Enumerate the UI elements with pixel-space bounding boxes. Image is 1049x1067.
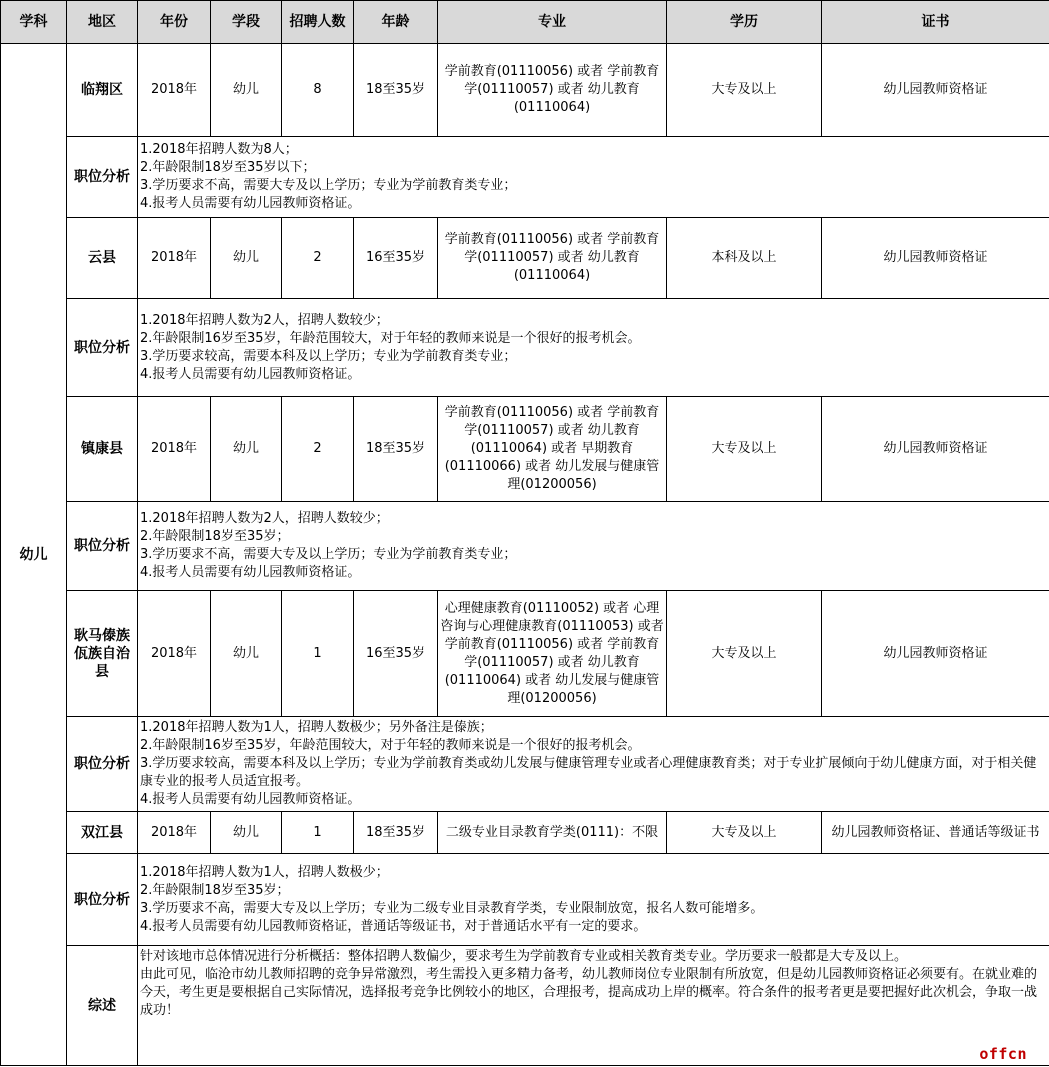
table-row [1, 591, 1049, 717]
major-cell: 学前教育(01110056) 或者 学前教育学(01110057) 或者 幼儿教育(01110064) 或者 早期教育(01110066) 或者 幼儿发展与健康管理(01200056) [438, 397, 667, 502]
analysis-line: 3.学历要求较高，需要本科及以上学历；专业为学前教育类或幼儿发展与健康管理专业或者心理健康教育类；对于专业扩展倾向于幼儿健康方面，对于相关健康专业的报考人员适宜报考。 [140, 756, 1037, 789]
certificate-cell: 幼儿园教师资格证 [822, 591, 1049, 717]
major-cell: 学前教育(01110056) 或者 学前教育学(01110057) 或者 幼儿教育(01110064) [438, 218, 667, 299]
age-cell: 18至35岁 [354, 812, 438, 854]
analysis-line: 2.年龄限制18岁至35岁； [140, 529, 290, 544]
analysis-row [1, 137, 1049, 218]
analysis-line: 3.学历要求不高，需要大专及以上学历；专业为学前教育类专业； [140, 178, 517, 193]
watermark: offcn [979, 1045, 1027, 1063]
header-row [1, 1, 1049, 44]
year-cell: 2018年 [138, 218, 211, 299]
region-cell: 云县 [67, 218, 138, 299]
analysis-label: 职位分析 [67, 502, 138, 591]
header-age: 年龄 [354, 1, 438, 44]
table-row [1, 812, 1049, 854]
analysis-line: 4.报考人员需要有幼儿园教师资格证，普通话等级证书，对于普通话水平有一定的要求。 [140, 918, 647, 934]
header-count: 招聘人数 [282, 1, 354, 44]
analysis-row [1, 299, 1049, 397]
year-cell: 2018年 [138, 397, 211, 502]
year-cell: 2018年 [138, 591, 211, 717]
header-certificate: 证书 [822, 1, 1049, 44]
summary-text [138, 946, 1049, 1066]
analysis-line: 2.年龄限制18岁至35岁； [140, 882, 290, 898]
count-cell: 1 [282, 591, 354, 717]
analysis-line: 2.年龄限制18岁至35岁以下； [140, 160, 316, 175]
header-region: 地区 [67, 1, 138, 44]
year-cell: 2018年 [138, 44, 211, 137]
header-year: 年份 [138, 1, 211, 44]
region-cell: 耿马傣族佤族自治县 [67, 591, 138, 717]
analysis-label: 职位分析 [67, 299, 138, 397]
analysis-line: 1.2018年招聘人数为1人，招聘人数极少； [140, 864, 389, 880]
analysis-label: 职位分析 [67, 854, 138, 946]
level-cell: 幼儿 [211, 218, 282, 299]
analysis-line: 1.2018年招聘人数为1人，招聘人数极少；另外备注是傣族； [140, 720, 493, 735]
analysis-text [138, 717, 1049, 812]
header-level: 学段 [211, 1, 282, 44]
analysis-line: 4.报考人员需要有幼儿园教师资格证。 [140, 196, 361, 211]
region-cell: 双江县 [67, 812, 138, 854]
analysis-label: 职位分析 [67, 137, 138, 218]
analysis-row [1, 717, 1049, 812]
summary-row [1, 946, 1049, 1066]
analysis-text [138, 502, 1049, 591]
analysis-line: 1.2018年招聘人数为2人，招聘人数较少； [140, 511, 389, 526]
analysis-line: 3.学历要求不高，需要大专及以上学历；专业为二级专业目录教育学类，专业限制放宽，报名人数可能增多。 [140, 900, 764, 916]
count-cell: 2 [282, 397, 354, 502]
analysis-line: 2.年龄限制16岁至35岁，年龄范围较大，对于年轻的教师来说是一个很好的报考机会。 [140, 330, 641, 346]
age-cell: 18至35岁 [354, 44, 438, 137]
education-cell: 大专及以上 [667, 591, 822, 717]
certificate-cell: 幼儿园教师资格证 [822, 397, 1049, 502]
major-cell: 学前教育(01110056) 或者 学前教育学(01110057) 或者 幼儿教育(01110064) [438, 44, 667, 137]
certificate-cell: 幼儿园教师资格证、普通话等级证书 [822, 812, 1049, 854]
region-cell: 临翔区 [67, 44, 138, 137]
certificate-cell: 幼儿园教师资格证 [822, 218, 1049, 299]
age-cell: 16至35岁 [354, 218, 438, 299]
summary-label: 综述 [67, 946, 138, 1066]
analysis-row [1, 502, 1049, 591]
summary-line: 针对该地市总体情况进行分析概括：整体招聘人数偏少，要求考生为学前教育专业或相关教育类专业。学历要求一般都是大专及以上。 [140, 949, 908, 964]
education-cell: 大专及以上 [667, 44, 822, 137]
header-education: 学历 [667, 1, 822, 44]
table-row [1, 397, 1049, 502]
count-cell: 8 [282, 44, 354, 137]
count-cell: 2 [282, 218, 354, 299]
analysis-text [138, 137, 1049, 218]
analysis-label: 职位分析 [67, 717, 138, 812]
header-subject: 学科 [1, 1, 67, 44]
subject-cell: 幼儿 [1, 44, 67, 1066]
summary-line: 由此可见，临沧市幼儿教师招聘的竞争异常激烈，考生需投入更多精力备考，幼儿教师岗位专业限制有所放宽，但是幼儿园教师资格证必须要有。在就业难的今天，考生更是要根据自己实际情况，选择报考竞争比例较小的地区，合理报考，提高成功上岸的概率。符合条件的报考者更是要把握好此次机会，争取一战成功！ [140, 967, 1038, 1018]
analysis-text [138, 299, 1049, 397]
analysis-row [1, 854, 1049, 946]
analysis-line: 3.学历要求不高，需要大专及以上学历；专业为学前教育类专业； [140, 547, 517, 562]
level-cell: 幼儿 [211, 44, 282, 137]
major-cell: 二级专业目录教育学类(0111)：不限 [438, 812, 667, 854]
level-cell: 幼儿 [211, 591, 282, 717]
analysis-line: 4.报考人员需要有幼儿园教师资格证。 [140, 792, 361, 807]
education-cell: 大专及以上 [667, 397, 822, 502]
analysis-line: 1.2018年招聘人数为2人，招聘人数较少； [140, 312, 389, 328]
table-row [1, 44, 1049, 137]
age-cell: 16至35岁 [354, 591, 438, 717]
analysis-text [138, 854, 1049, 946]
analysis-line: 4.报考人员需要有幼儿园教师资格证。 [140, 366, 361, 382]
analysis-line: 2.年龄限制16岁至35岁，年龄范围较大，对于年轻的教师来说是一个很好的报考机会。 [140, 738, 641, 753]
table-row [1, 218, 1049, 299]
year-cell: 2018年 [138, 812, 211, 854]
region-cell: 镇康县 [67, 397, 138, 502]
education-cell: 大专及以上 [667, 812, 822, 854]
analysis-line: 1.2018年招聘人数为8人； [140, 142, 298, 157]
certificate-cell: 幼儿园教师资格证 [822, 44, 1049, 137]
header-major: 专业 [438, 1, 667, 44]
analysis-line: 3.学历要求较高，需要本科及以上学历；专业为学前教育类专业； [140, 348, 517, 364]
level-cell: 幼儿 [211, 397, 282, 502]
education-cell: 本科及以上 [667, 218, 822, 299]
count-cell: 1 [282, 812, 354, 854]
age-cell: 18至35岁 [354, 397, 438, 502]
level-cell: 幼儿 [211, 812, 282, 854]
analysis-line: 4.报考人员需要有幼儿园教师资格证。 [140, 565, 361, 580]
major-cell: 心理健康教育(01110052) 或者 心理咨询与心理健康教育(01110053) 或者 学前教育(01110056) 或者 学前教育学(01110057) 或者 幼儿教育(01110064) 或者 幼儿发展与健康管理(01200056) [438, 591, 667, 717]
